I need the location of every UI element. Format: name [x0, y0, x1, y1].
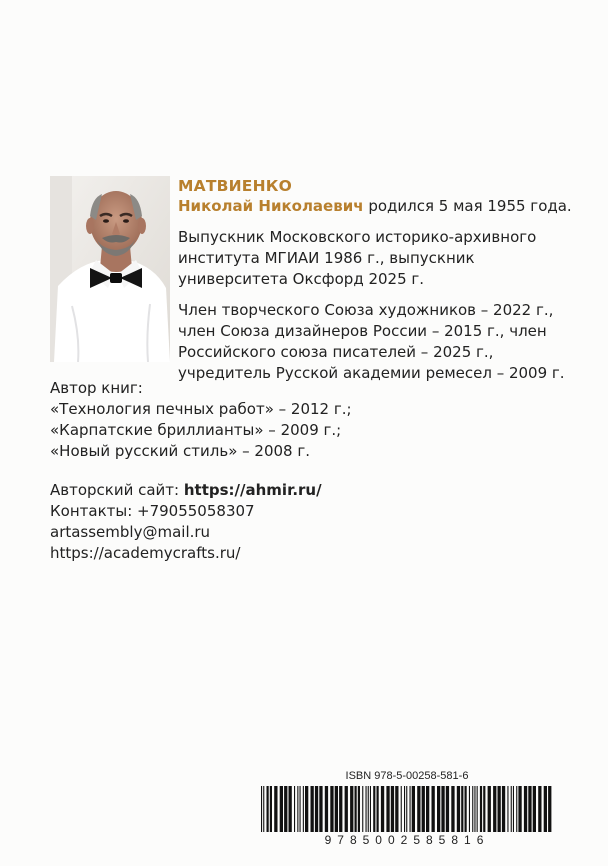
barcode-bar — [493, 786, 496, 832]
author-site-line — [50, 480, 570, 501]
barcode-bar — [395, 786, 398, 832]
barcode-bar — [303, 786, 304, 832]
barcode-bar — [373, 786, 375, 832]
barcode-bar — [461, 786, 463, 832]
barcode-bar — [406, 786, 407, 832]
barcode-bar — [446, 786, 449, 832]
book-item: «Карпатские бриллианты» – 2009 г.; — [50, 421, 342, 439]
education-line-3: университета Оксфорд 2025 г. — [178, 270, 425, 288]
barcode-bar — [377, 786, 379, 832]
barcode-digits: 9785002585816 — [324, 833, 490, 847]
barcode-bar — [284, 786, 287, 832]
barcode-bar — [358, 786, 360, 832]
books-list — [50, 378, 570, 462]
education-line-2: института МГИАИ 1986 г., выпускник — [178, 249, 475, 267]
barcode-bar — [366, 786, 367, 832]
barcode-bar — [319, 786, 322, 832]
barcode-bar — [270, 786, 272, 832]
barcode-bar — [274, 786, 277, 832]
site-link[interactable]: https://ahmir.ru/ — [183, 481, 322, 499]
barcode-bar — [368, 786, 369, 832]
author-surname: МАТВИЕНКО — [178, 177, 292, 195]
barcode-bar — [401, 786, 402, 832]
barcode-bar — [474, 786, 475, 832]
academy-link[interactable]: https://academycrafts.ru/ — [50, 544, 241, 562]
author-birth: родился 5 мая 1955 года. — [368, 197, 572, 215]
barcode-bar — [339, 786, 342, 832]
barcode-bar — [441, 786, 444, 832]
barcode-bar — [362, 786, 363, 832]
barcode-bar — [465, 786, 467, 832]
barcode-bar — [524, 786, 527, 832]
membership-line-3: Российского союза писателей – 2025 г., — [178, 343, 494, 361]
barcode-bars — [259, 786, 555, 834]
barcode-bar — [516, 786, 517, 832]
barcode-bar — [511, 786, 512, 832]
barcode-bar — [488, 786, 491, 832]
barcode-bar — [391, 786, 394, 832]
barcode-bar — [507, 786, 508, 832]
barcode-bar — [518, 786, 521, 832]
barcode-bar — [437, 786, 440, 832]
barcode-bar — [502, 786, 505, 832]
barcode-bar — [404, 786, 405, 832]
barcode-bar — [289, 786, 292, 832]
barcode-bar — [422, 786, 425, 832]
barcode-bar — [300, 786, 301, 832]
barcode-bar — [457, 786, 460, 832]
author-portrait-image — [50, 176, 170, 362]
barcode-bar — [477, 786, 478, 832]
email-link[interactable]: artassembly@mail.ru — [50, 523, 211, 541]
barcode-bar — [305, 786, 308, 832]
barcode-bar — [261, 786, 262, 832]
barcode-bar — [410, 786, 411, 832]
barcode-bar — [355, 786, 357, 832]
phone-line: Контакты: +79055058307 — [50, 502, 255, 520]
barcode-bar — [267, 786, 269, 832]
barcode-bar — [528, 786, 531, 832]
author-photo — [50, 176, 170, 362]
barcode-bar — [345, 786, 348, 832]
membership-line-1: Член творческого Союза художников – 2022 г., — [178, 301, 554, 319]
author-bio — [178, 176, 578, 384]
book-item: «Технология печных работ» – 2012 г.; — [50, 400, 352, 418]
barcode-bar — [412, 786, 415, 832]
barcode-bar — [451, 786, 454, 832]
barcode-bar — [263, 786, 264, 832]
author-name-line — [178, 196, 578, 217]
barcode-bar — [297, 786, 298, 832]
barcode-bar — [325, 786, 328, 832]
barcode-bar — [335, 786, 338, 832]
books-heading: Автор книг: — [50, 379, 143, 397]
barcode-bar — [548, 786, 551, 832]
barcode-bar — [498, 786, 501, 832]
barcode-bar — [294, 786, 295, 832]
contacts — [50, 480, 570, 564]
isbn-barcode — [253, 770, 561, 850]
author-given-names: Николай Николаевич — [178, 197, 364, 215]
barcode-bar — [350, 786, 353, 832]
barcode-bar — [370, 786, 371, 832]
barcode-bar — [432, 786, 435, 832]
barcode-bar — [280, 786, 283, 832]
barcode-bar — [330, 786, 333, 832]
barcode-bar — [480, 786, 482, 832]
membership-line-4: учредитель Русской академии ремесел – 2009 г. — [178, 364, 565, 382]
barcode-bar — [417, 786, 420, 832]
barcode-bar — [483, 786, 485, 832]
barcode-bar — [311, 786, 314, 832]
education-line-1: Выпускник Московского историко-архивного — [178, 228, 537, 246]
membership-line-2: член Союза дизайнеров России – 2015 г., член — [178, 322, 547, 340]
site-label: Авторский сайт: — [50, 481, 184, 499]
barcode-bar — [538, 786, 541, 832]
barcode-bar — [426, 786, 429, 832]
barcode-bar — [513, 786, 514, 832]
barcode-bar — [381, 786, 384, 832]
barcode-bar — [544, 786, 547, 832]
barcode-bar — [472, 786, 473, 832]
barcode-bar — [533, 786, 536, 832]
barcode-bar — [386, 786, 389, 832]
barcode-bar — [469, 786, 470, 832]
barcode-bar — [315, 786, 318, 832]
book-item: «Новый русский стиль» – 2008 г. — [50, 442, 311, 460]
isbn-text: ISBN 978-5-00258-581-6 — [345, 770, 469, 782]
